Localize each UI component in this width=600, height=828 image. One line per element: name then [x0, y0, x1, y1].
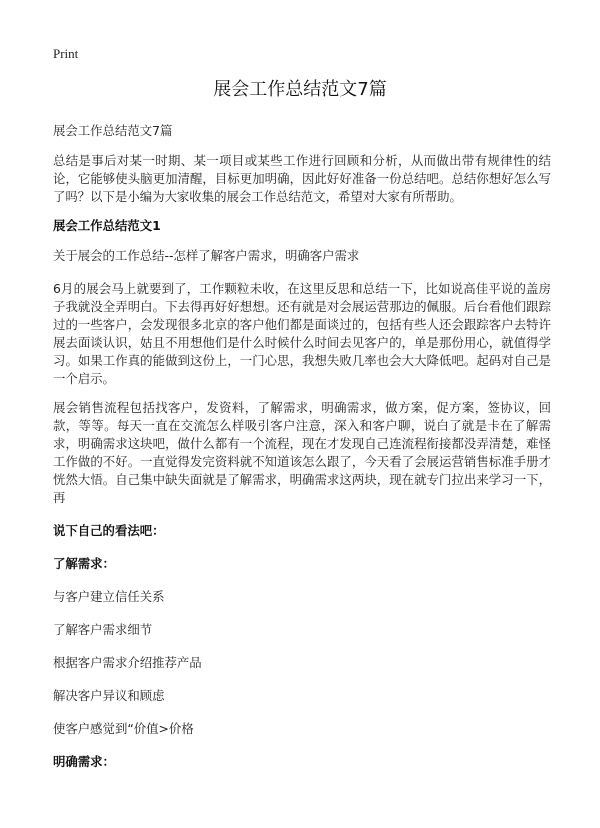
clarify-needs-heading: 明确需求： [53, 754, 115, 769]
article-body [53, 122, 551, 786]
body-paragraph: 展会销售流程包括找客户，发资料，了解需求，明确需求，做方案，促方案，签协议，回款，等等。每天一直在交流怎么样吸引客户注意，深入和客户聊，说白了就是卡在了解需求，明确需求这块吧，做什么都有一个流程，现在才发现自己连流程衔接都没弄清楚，难怪工作做的不好。一直觉得发完资料就不知道该怎么跟了，今天看了会展运营销售标准手册才恍然大悟。自己集中缺失面就是了解需求，明确需求这两块，现在就专门拉出来学习一下，再 [53, 400, 551, 505]
print-link[interactable]: Print [53, 46, 79, 61]
list-item: 了解客户需求细节 [53, 622, 153, 637]
list-item: 解决客户异议和顾虑 [53, 688, 165, 703]
section-heading: 展会工作总结范文1 [53, 218, 161, 233]
list-item: 根据客户需求介绍推荐产品 [53, 655, 202, 670]
understand-needs-heading: 了解需求： [53, 556, 115, 571]
body-paragraph: 6月的展会马上就要到了，工作颗粒未收，在这里反思和总结一下，比如说高佳平说的盖房子我就没全弄明白。下去得再好好想想。还有就是对会展运营那边的佩服。后台看他们跟踪过的一些客户，会发现很多北京的客户他们都是面谈过的，包括有些人还会跟踪客户去特许展去面谈认识，姑且不用想他们是什么时候什么时间去见客户的，单是那份用心，就值得学习。如果工作真的能做到这份上，一门心思，我想失败几率也会大大降低吧。起码对自己是一个启示。 [53, 281, 551, 386]
article-subtitle: 展会工作总结范文7篇 [53, 123, 173, 138]
intro-paragraph: 总结是事后对某一时期、某一项目或某些工作进行回顾和分析，从而做出带有规律性的结论，它能够使头脑更加清醒，目标更加明确，因此好好准备一份总结吧。总结你想好怎么写了吗？以下是小编为大家收集的展会工作总结范文，希望对大家有所帮助。 [53, 153, 551, 204]
page-title: 展会工作总结范文7篇 [213, 79, 387, 100]
views-heading: 说下自己的看法吧： [53, 523, 165, 538]
list-item: 与客户建立信任关系 [53, 589, 165, 604]
list-item: 使客户感觉到“价值>价格 [53, 721, 194, 736]
section-lead: 关于展会的工作总结--怎样了解客户需求，明确客户需求 [53, 248, 360, 263]
